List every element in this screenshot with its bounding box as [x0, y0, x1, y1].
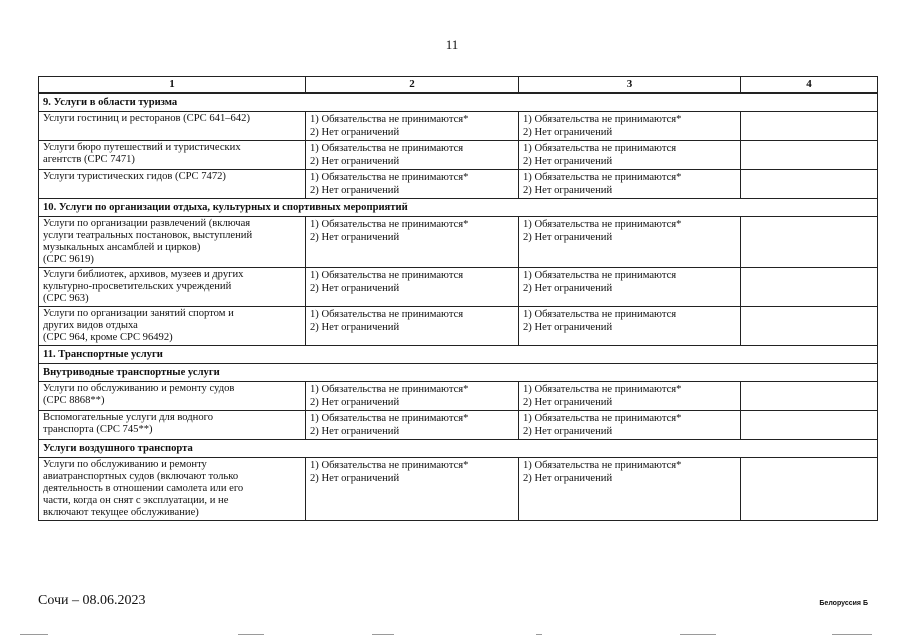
service-line: Услуги гостиниц и ресторанов (CPC 641–642): [43, 113, 250, 124]
service-line: (CPC 9619): [43, 254, 94, 265]
commitment-line: 2) Нет ограничений: [310, 127, 400, 138]
commitment-cell-col4: [741, 411, 878, 440]
commitment-line: 2) Нет ограничений: [523, 322, 613, 333]
commitment-line: 1) Обязательства не принимаются*: [523, 114, 682, 125]
commitment-cell-col3: [519, 382, 741, 411]
column-header-2: 2: [306, 77, 519, 94]
service-line: агентств (CPC 7471): [43, 154, 135, 165]
commitment-cell-col3: [519, 307, 741, 346]
section-title: 10. Услуги по организации отдыха, культурных и спортивных мероприятий: [39, 199, 878, 217]
commitment-line: 2) Нет ограничений: [523, 283, 613, 294]
commitment-cell-col2: [306, 307, 519, 346]
commitment-cell-col2: [306, 141, 519, 170]
commitment-line: 1) Обязательства не принимаются: [523, 143, 677, 154]
commitment-line: 2) Нет ограничений: [523, 127, 613, 138]
commitment-line: 2) Нет ограничений: [523, 156, 613, 167]
commitment-line: 1) Обязательства не принимаются*: [310, 460, 469, 471]
table-body: [39, 77, 878, 521]
commitment-cell-col4: [741, 141, 878, 170]
commitment-cell-col4: [741, 112, 878, 141]
commitments-table: [38, 76, 878, 521]
table-row: [39, 268, 878, 307]
footer-location-date: Сочи – 08.06.2023: [38, 593, 146, 608]
commitment-cell-col2: [306, 268, 519, 307]
commitment-line: 1) Обязательства не принимаются*: [310, 384, 469, 395]
commitment-line: 1) Обязательства не принимаются*: [310, 114, 469, 125]
page-number: 11: [445, 37, 459, 52]
commitment-cell-col4: [741, 268, 878, 307]
table-row: [39, 170, 878, 199]
table-row: [39, 141, 878, 170]
commitment-cell-col2: [306, 411, 519, 440]
commitment-cell-col3: [519, 217, 741, 268]
commitment-cell-col4: [741, 217, 878, 268]
service-cell: [39, 382, 306, 411]
service-cell: [39, 411, 306, 440]
service-line: Услуги библиотек, архивов, музеев и других: [43, 269, 244, 280]
table-header-row: [39, 77, 878, 94]
table-row: [39, 458, 878, 521]
commitment-line: 2) Нет ограничений: [310, 185, 400, 196]
commitment-line: 1) Обязательства не принимаются: [523, 309, 677, 320]
service-line: (CPC 964, кроме CPC 96492): [43, 332, 173, 343]
section-header-row: [39, 364, 878, 382]
commitment-line: 2) Нет ограничений: [523, 185, 613, 196]
service-line: (CPC 8868**): [43, 395, 105, 406]
service-cell: [39, 141, 306, 170]
service-line: части, когда он снят с эксплуатации, и не: [43, 495, 229, 506]
service-line: других видов отдыха: [43, 320, 138, 331]
service-line: Услуги туристических гидов (CPC 7472): [43, 171, 226, 182]
service-line: авиатранспортных судов (включают только: [43, 471, 239, 482]
commitment-line: 2) Нет ограничений: [523, 426, 613, 437]
commitment-cell-col2: [306, 112, 519, 141]
commitment-cell-col3: [519, 268, 741, 307]
commitment-line: 1) Обязательства не принимаются: [523, 270, 677, 281]
column-header-1: 1: [39, 77, 306, 94]
table-row: [39, 382, 878, 411]
section-title: 11. Транспортные услуги: [39, 346, 878, 364]
section-header-row: [39, 440, 878, 458]
service-line: Услуги бюро путешествий и туристических: [43, 142, 241, 153]
section-title: 9. Услуги в области туризма: [39, 93, 878, 112]
commitment-cell-col2: [306, 382, 519, 411]
commitment-cell-col4: [741, 458, 878, 521]
commitment-line: 2) Нет ограничений: [310, 426, 400, 437]
commitment-line: 1) Обязательства не принимаются: [310, 309, 464, 320]
service-line: (CPC 963): [43, 293, 89, 304]
table-row: [39, 307, 878, 346]
commitment-line: 2) Нет ограничений: [523, 473, 613, 484]
commitment-cell-col3: [519, 170, 741, 199]
commitment-cell-col4: [741, 307, 878, 346]
service-line: деятельность в отношении самолета или его: [43, 483, 244, 494]
commitment-line: 1) Обязательства не принимаются*: [523, 219, 682, 230]
table-row: [39, 411, 878, 440]
service-line: Услуги по организации развлечений (включая: [43, 218, 251, 229]
service-line: Услуги по обслуживанию и ремонту: [43, 459, 207, 470]
commitment-line: 2) Нет ограничений: [523, 397, 613, 408]
commitment-cell-col2: [306, 170, 519, 199]
commitment-line: 1) Обязательства не принимаются: [310, 143, 464, 154]
commitment-line: 2) Нет ограничений: [310, 232, 400, 243]
column-header-4: 4: [741, 77, 878, 94]
commitment-cell-col4: [741, 170, 878, 199]
commitment-line: 2) Нет ограничений: [523, 232, 613, 243]
service-line: Услуги по организации занятий спортом и: [43, 308, 234, 319]
commitment-line: 2) Нет ограничений: [310, 283, 400, 294]
service-cell: [39, 307, 306, 346]
commitment-line: 1) Обязательства не принимаются*: [310, 219, 469, 230]
commitment-line: 2) Нет ограничений: [310, 473, 400, 484]
section-header-row: [39, 346, 878, 364]
commitment-line: 1) Обязательства не принимаются*: [523, 460, 682, 471]
commitment-cell-col2: [306, 217, 519, 268]
section-title: Внутриводные транспортные услуги: [39, 364, 878, 382]
service-cell: [39, 217, 306, 268]
table-row: [39, 112, 878, 141]
commitment-line: 1) Обязательства не принимаются*: [523, 384, 682, 395]
commitment-line: 2) Нет ограничений: [310, 322, 400, 333]
commitment-cell-col3: [519, 141, 741, 170]
service-cell: [39, 112, 306, 141]
commitment-cell-col3: [519, 458, 741, 521]
service-cell: [39, 458, 306, 521]
service-line: культурно-просветительских учреждений: [43, 281, 232, 292]
commitment-line: 2) Нет ограничений: [310, 397, 400, 408]
commitment-line: 1) Обязательства не принимаются*: [310, 172, 469, 183]
commitment-line: 2) Нет ограничений: [310, 156, 400, 167]
footer-country-code: Белоруссия Б: [819, 600, 868, 607]
commitment-line: 1) Обязательства не принимаются: [310, 270, 464, 281]
service-line: Вспомогательные услуги для водного: [43, 412, 213, 423]
commitment-cell-col2: [306, 458, 519, 521]
service-line: услуги театральных постановок, выступлений: [43, 230, 253, 241]
commitment-cell-col4: [741, 382, 878, 411]
commitment-line: 1) Обязательства не принимаются*: [523, 172, 682, 183]
commitment-line: 1) Обязательства не принимаются*: [310, 413, 469, 424]
scan-edge-marks: [0, 634, 904, 638]
service-line: Услуги по обслуживанию и ремонту судов: [43, 383, 235, 394]
commitment-cell-col3: [519, 112, 741, 141]
commitment-cell-col3: [519, 411, 741, 440]
service-line: включают текущее обслуживание): [43, 507, 199, 518]
service-cell: [39, 170, 306, 199]
column-header-3: 3: [519, 77, 741, 94]
commitment-line: 1) Обязательства не принимаются*: [523, 413, 682, 424]
service-line: транспорта (CPC 745**): [43, 424, 153, 435]
service-cell: [39, 268, 306, 307]
section-header-row: [39, 199, 878, 217]
section-title: Услуги воздушного транспорта: [39, 440, 878, 458]
section-header-row: [39, 93, 878, 112]
table-row: [39, 217, 878, 268]
service-line: музыкальных ансамблей и цирков): [43, 242, 201, 253]
